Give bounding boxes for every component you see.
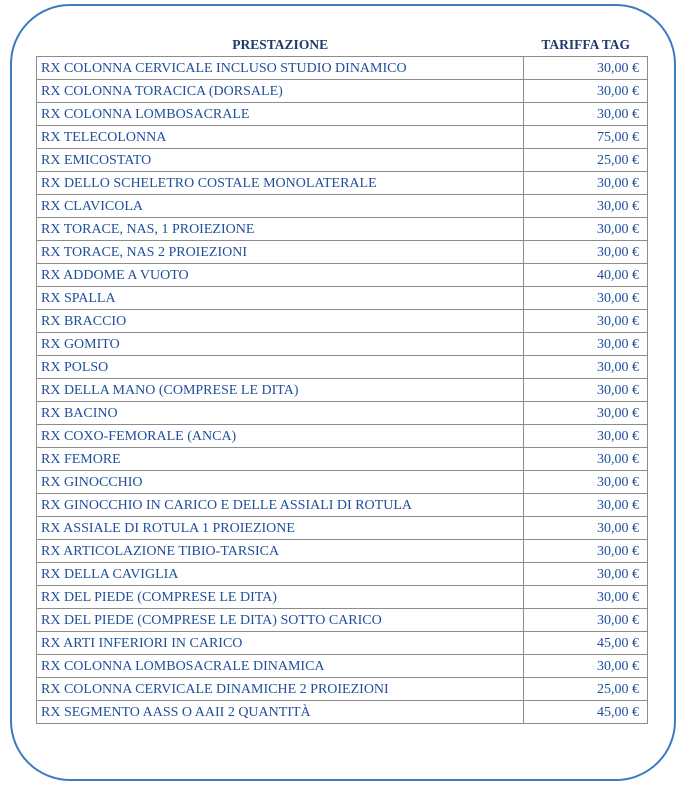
service-cell: RX DELLA MANO (COMPRESE LE DITA) (37, 379, 524, 402)
table-row (37, 563, 648, 586)
table-header-row (37, 34, 648, 57)
table-row (37, 586, 648, 609)
service-cell: RX FEMORE (37, 448, 524, 471)
table-row (37, 425, 648, 448)
price-cell: 30,00 € (524, 310, 648, 333)
table-row (37, 448, 648, 471)
price-cell: 30,00 € (524, 517, 648, 540)
table-row (37, 172, 648, 195)
service-cell: RX SPALLA (37, 287, 524, 310)
price-cell: 30,00 € (524, 57, 648, 80)
table-row (37, 402, 648, 425)
table-row (37, 471, 648, 494)
service-cell: RX BACINO (37, 402, 524, 425)
service-cell: RX GOMITO (37, 333, 524, 356)
price-cell: 30,00 € (524, 448, 648, 471)
service-cell: RX TORACE, NAS, 1 PROIEZIONE (37, 218, 524, 241)
service-cell: RX CLAVICOLA (37, 195, 524, 218)
table-row (37, 126, 648, 149)
header-service: PRESTAZIONE (232, 37, 329, 52)
service-cell: RX COXO-FEMORALE (ANCA) (37, 425, 524, 448)
table-row (37, 218, 648, 241)
price-cell: 30,00 € (524, 402, 648, 425)
service-cell: RX COLONNA CERVICALE INCLUSO STUDIO DINAMICO (37, 57, 524, 80)
service-cell: RX SEGMENTO AASS O AAII 2 QUANTITÀ (37, 701, 524, 724)
table-row (37, 103, 648, 126)
price-cell: 30,00 € (524, 655, 648, 678)
table-row (37, 333, 648, 356)
service-cell: RX TORACE, NAS 2 PROIEZIONI (37, 241, 524, 264)
price-cell: 30,00 € (524, 172, 648, 195)
table-row (37, 356, 648, 379)
service-cell: RX BRACCIO (37, 310, 524, 333)
service-cell: RX DEL PIEDE (COMPRESE LE DITA) (37, 586, 524, 609)
table-body (37, 57, 648, 724)
table-row (37, 195, 648, 218)
service-cell: RX EMICOSTATO (37, 149, 524, 172)
table-row (37, 379, 648, 402)
table-row (37, 149, 648, 172)
service-cell: RX GINOCCHIO IN CARICO E DELLE ASSIALI DI ROTULA (37, 494, 524, 517)
service-cell: RX ADDOME A VUOTO (37, 264, 524, 287)
price-cell: 30,00 € (524, 563, 648, 586)
price-cell: 40,00 € (524, 264, 648, 287)
service-cell: RX POLSO (37, 356, 524, 379)
table-row (37, 517, 648, 540)
service-cell: RX COLONNA CERVICALE DINAMICHE 2 PROIEZIONI (37, 678, 524, 701)
service-cell: RX TELECOLONNA (37, 126, 524, 149)
price-cell: 25,00 € (524, 149, 648, 172)
price-cell: 30,00 € (524, 471, 648, 494)
header-rate: TARIFFA TAG (541, 37, 630, 52)
price-cell: 30,00 € (524, 494, 648, 517)
table-row (37, 57, 648, 80)
service-cell: RX ARTICOLAZIONE TIBIO-TARSICA (37, 540, 524, 563)
service-cell: RX DELLO SCHELETRO COSTALE MONOLATERALE (37, 172, 524, 195)
service-cell: RX COLONNA LOMBOSACRALE DINAMICA (37, 655, 524, 678)
service-cell: RX COLONNA LOMBOSACRALE (37, 103, 524, 126)
price-table (36, 34, 648, 724)
service-cell: RX DEL PIEDE (COMPRESE LE DITA) SOTTO CARICO (37, 609, 524, 632)
price-cell: 75,00 € (524, 126, 648, 149)
table-row (37, 609, 648, 632)
price-cell: 30,00 € (524, 356, 648, 379)
table-row (37, 632, 648, 655)
price-cell: 30,00 € (524, 80, 648, 103)
price-cell: 30,00 € (524, 241, 648, 264)
price-cell: 45,00 € (524, 701, 648, 724)
service-cell: RX DELLA CAVIGLIA (37, 563, 524, 586)
table-row (37, 80, 648, 103)
table-row (37, 287, 648, 310)
table-row (37, 494, 648, 517)
table-row (37, 241, 648, 264)
table-row (37, 678, 648, 701)
table-row (37, 655, 648, 678)
price-cell: 25,00 € (524, 678, 648, 701)
price-cell: 30,00 € (524, 218, 648, 241)
service-cell: RX ASSIALE DI ROTULA 1 PROIEZIONE (37, 517, 524, 540)
price-cell: 30,00 € (524, 103, 648, 126)
table-row (37, 310, 648, 333)
table-row (37, 701, 648, 724)
price-cell: 30,00 € (524, 586, 648, 609)
price-cell: 30,00 € (524, 379, 648, 402)
price-cell: 30,00 € (524, 333, 648, 356)
table-row (37, 264, 648, 287)
price-cell: 30,00 € (524, 540, 648, 563)
service-cell: RX GINOCCHIO (37, 471, 524, 494)
table-row (37, 540, 648, 563)
price-cell: 30,00 € (524, 287, 648, 310)
service-cell: RX COLONNA TORACICA (DORSALE) (37, 80, 524, 103)
price-cell: 30,00 € (524, 195, 648, 218)
service-cell: RX ARTI INFERIORI IN CARICO (37, 632, 524, 655)
price-cell: 30,00 € (524, 425, 648, 448)
price-cell: 45,00 € (524, 632, 648, 655)
price-cell: 30,00 € (524, 609, 648, 632)
